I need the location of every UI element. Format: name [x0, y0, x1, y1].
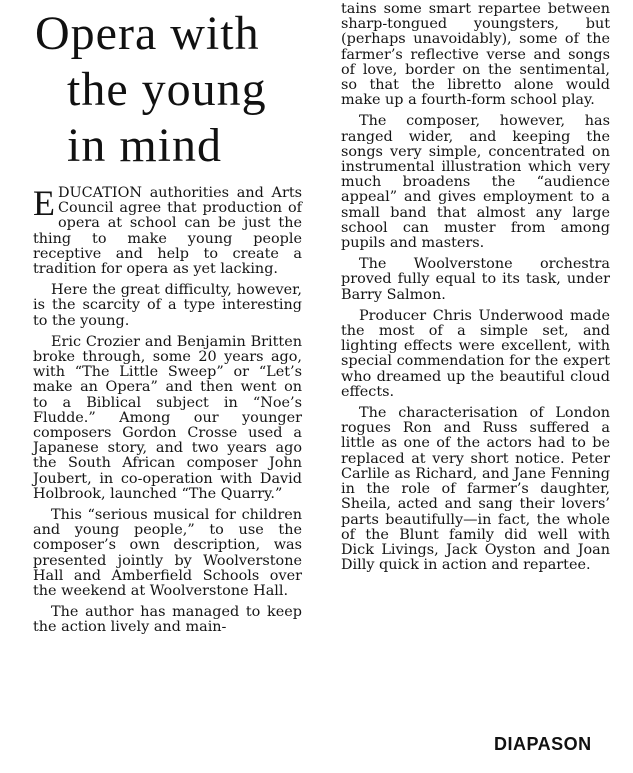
paragraph-9: Producer Chris Underwood made the most of a simple set, and lighting effects were excellent, with special commendation for the expert who dreamed up the beautiful cloud effects.	[341, 307, 610, 400]
paragraph-10: The characterisation of London rogues Ron and Russ suffered a little as one of the actors had to be replaced at very short notice. Peter Carlile as Richard, and Jane Fenning in the role of farmer’s daughter, Sheila, acted and sang their lovers’ parts beautifully—in fact, the whole of the Blunt family did well with Dick Livings, Jack Oyston and Joan Dilly quick in action and repartee.	[341, 405, 610, 574]
drop-cap: E	[33, 183, 55, 223]
headline-line-1: Opera with	[35, 7, 260, 60]
paragraph-7: The composer, however, has ranged wider, and keeping the songs very simple, concentrated on instrumental illustration which very much broadens the “audience appeal” and gives employment to a small band that almost any large school can muster from among pupils and masters.	[341, 113, 610, 252]
paragraph-4: This “serious musical for children and young people,” to use the composer’s own description, was presented jointly by Woolverstone Hall and Amberfield Schools over the weekend at Woolverstone Hall.	[33, 507, 302, 600]
paragraph-1-text: DUCATION authorities and Arts Council agree that production of opera at school can be just the thing to make young people receptive and help to create a tradition for opera as yet lacking.	[33, 185, 302, 278]
headline	[33, 6, 302, 174]
paragraph-5: The author has managed to keep the action lively and main-	[33, 604, 302, 636]
left-column	[33, 0, 302, 642]
paragraph-6: tains some smart repartee between sharp-tongued youngsters, but (perhaps unavoidably), some of the farmer’s reflective verse and songs of love, border on the sentimental, so that the libretto alone would make up a fourth-form school play.	[341, 1, 610, 109]
paragraph-2: Here the great difficulty, however, is the scarcity of a type interesting to the young.	[33, 282, 302, 329]
paragraph-1	[33, 183, 302, 278]
headline-line-2: the young	[67, 63, 267, 116]
right-column	[341, 2, 610, 579]
headline-line-3: in mind	[67, 119, 223, 172]
signature: DIAPASON	[494, 734, 592, 754]
paragraph-8: The Woolverstone orchestra proved fully equal to its task, under Barry Salmon.	[341, 256, 610, 303]
paragraph-3: Eric Crozier and Benjamin Britten broke through, some 20 years ago, with “The Little Sweep” or “Let’s make an Opera” and then went on to a Biblical subject in “Noe’s Fludde.” Among our younger composers Gordon Crosse used a Japanese story, and two years ago the South African composer John Joubert, in co-operation with David Holbrook, launched “The Quarry.”	[33, 333, 302, 502]
